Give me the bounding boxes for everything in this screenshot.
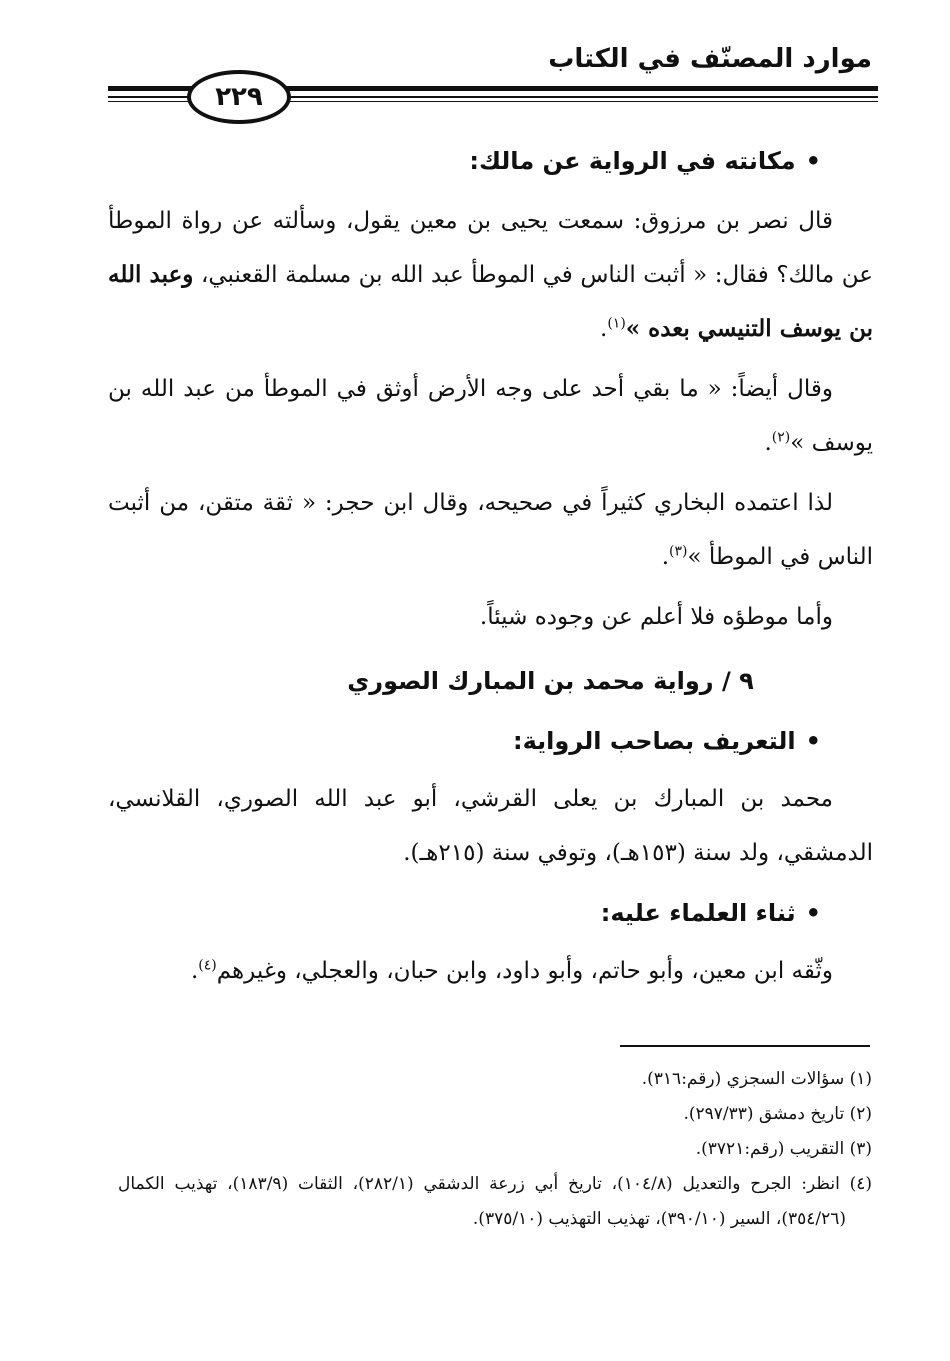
footnote-ref: (١) <box>607 315 626 332</box>
running-title: موارد المصنّف في الكتاب <box>548 44 872 74</box>
subheading <box>108 886 873 940</box>
paragraph-bold-text: وعبد الله بن يوسف التنيسي بعده » <box>108 261 873 342</box>
paragraph-text: قال نصر بن مرزوق: سمعت يحيى بن معين يقول، وسألته عن رواة الموطأ عن مالك؟ فقال: « أثبت الناس في الموطأ عبد الله بن مسلمة القعنبي، <box>108 208 873 288</box>
footnote: (٣) التقريب (رقم:٣٧٢١). <box>695 1139 872 1159</box>
footnote-ref: (٤) <box>198 957 217 974</box>
paragraph-text: وقال أيضاً: « ما بقي أحد على وجه الأرض أوثق في الموطأ من عبد الله بن يوسف » <box>108 376 873 456</box>
footnote-ref: (٣) <box>669 543 688 560</box>
paragraph: وقال أيضاً: « ما بقي أحد على وجه الأرض أوثق في الموطأ من عبد الله بن يوسف »$^{(٢)}$. <box>108 376 873 456</box>
subheading <box>108 714 873 768</box>
page-number: ٢٢٩ <box>187 70 291 124</box>
subheading <box>108 134 873 188</box>
bullet-icon: • <box>805 899 821 927</box>
paragraph: لذا اعتمده البخاري كثيراً في صحيحه، وقال ابن حجر: « ثقة متقن، من أثبت الناس في الموطأ »$^{(٣)}$. <box>108 490 873 570</box>
subheading-text: ثناء العلماء عليه: <box>600 899 796 927</box>
paragraph-text: لذا اعتمده البخاري كثيراً في صحيحه، وقال ابن حجر: « ثقة متقن، من أثبت الناس في الموطأ » <box>108 490 873 570</box>
footnote-ref: (٢) <box>771 429 791 446</box>
footnote: (٤) انظر: الجرح والتعديل (١٠٤/٨)، تاريخ أبي زرعة الدشقي (٢٨٢/١)، الثقات (١٨٣/٩)، تهذيب الكمال (٣٥٤/٢٦)، السير (٣٩٠/١٠)، تهذيب التهذيب (٣٧٥/١٠). <box>118 1174 873 1229</box>
bullet-icon: • <box>805 147 821 175</box>
paragraph-text: وثّقه ابن معين، وأبو حاتم، وأبو داود، وابن حبان، والعجلي، وغيرهم <box>216 958 833 984</box>
section-title: ٩ / رواية محمد بن المبارك الصوري <box>347 667 754 695</box>
footnote-separator <box>620 1045 870 1047</box>
footnotes <box>118 1062 872 1237</box>
subheading-text: مكانته في الرواية عن مالك: <box>469 147 796 175</box>
page-body <box>108 128 873 1004</box>
footnote: (١) سؤالات السجزي (رقم:٣١٦). <box>641 1069 872 1089</box>
bullet-icon: • <box>805 727 821 755</box>
paragraph: وثّقه ابن معين، وأبو حاتم، وأبو داود، وابن حبان، والعجلي، وغيرهم$^{(٤)}$. <box>190 957 833 984</box>
paragraph: محمد بن المبارك بن يعلى القرشي، أبو عبد الله الصوري، القلانسي، الدمشقي، ولد سنة (١٥٣هـ)، وتوفي سنة (٢١٥هـ). <box>108 786 873 866</box>
paragraph: وأما موطؤه فلا أعلم عن وجوده شيئاً. <box>479 604 833 630</box>
footnote: (٢) تاريخ دمشق (٢٩٧/٣٣). <box>683 1104 872 1124</box>
subheading-text: التعريف بصاحب الرواية: <box>512 727 796 755</box>
paragraph: قال نصر بن مرزوق: سمعت يحيى بن معين يقول، وسألته عن رواة الموطأ عن مالك؟ فقال: « أثبت الناس في الموطأ عبد الله بن مسلمة القعنبي، وعبد الله بن يوسف التنيسي بعده »$^{(١)}$. <box>108 208 873 342</box>
